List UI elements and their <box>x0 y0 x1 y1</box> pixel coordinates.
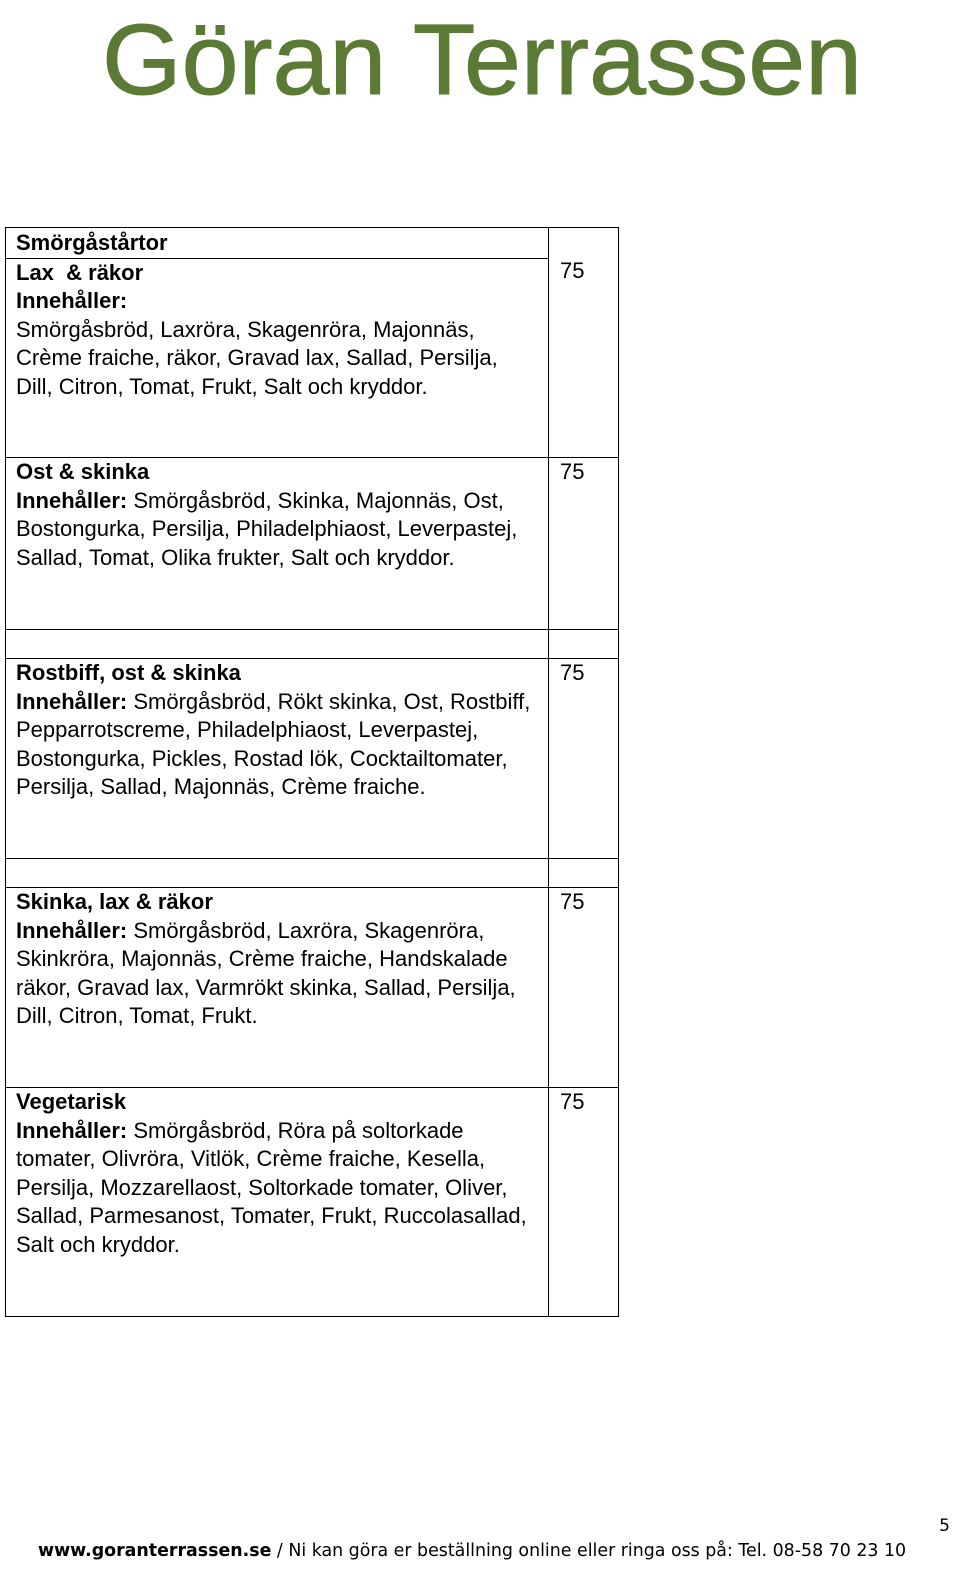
menu-row-2 <box>6 458 619 630</box>
menu-spacer-cell <box>6 630 549 659</box>
menu-item-ingredients: Smörgåsbröd, Laxröra, Skagenröra, Majonnäs, Crème fraiche, räkor, Gravad lax, Sallad, Persilja, Dill, Citron, Tomat, Frukt, Salt och kryddor. <box>16 316 498 399</box>
footer <box>38 1541 933 1561</box>
menu-item-1 <box>6 258 548 402</box>
menu-item-description <box>6 1088 549 1317</box>
menu-spacer-cell <box>549 859 619 888</box>
contains-label: Innehåller: <box>16 1117 128 1143</box>
menu-item-price: 75 <box>560 258 585 283</box>
menu-table <box>5 227 619 1317</box>
menu-spacer-row <box>6 630 619 659</box>
page-number: 5 <box>939 1516 950 1536</box>
menu-row-3 <box>6 659 619 859</box>
menu-item-price: 75 <box>560 889 585 914</box>
menu-row-1 <box>6 228 619 458</box>
menu-item-price-cell <box>549 1088 619 1317</box>
contains-label: Innehåller: <box>16 688 128 714</box>
menu-item-price-cell <box>549 659 619 859</box>
menu-item-price-cell <box>549 228 619 458</box>
menu-item-name: Rostbiff, ost & skinka <box>16 660 241 685</box>
menu-item-description <box>6 458 549 630</box>
menu-item-description <box>6 228 549 458</box>
menu-item-name: Vegetarisk <box>16 1089 127 1114</box>
menu-item-ingredients: Smörgåsbröd, Laxröra, Skagenröra, Skinkröra, Majonnäs, Crème fraiche, Handskalade räkor, Gravad lax, Varmrökt skinka, Sallad, Persilja, Dill, Citron, Tomat, Frukt. <box>16 917 516 1028</box>
menu-spacer-cell <box>6 859 549 888</box>
menu-item-price: 75 <box>560 459 585 484</box>
brand-logo-text: Göran Terrassen <box>102 4 862 110</box>
menu-item-name: Skinka, lax & räkor <box>16 889 213 914</box>
contains-label: Innehåller: <box>16 288 128 313</box>
brand-logo <box>0 0 960 110</box>
menu-row-5 <box>6 1088 619 1317</box>
contains-label: Innehåller: <box>16 917 128 943</box>
section-title: Smörgåstårtor <box>16 230 168 255</box>
menu-item-price-cell <box>549 458 619 630</box>
contains-label: Innehåller: <box>16 487 128 513</box>
footer-text: / Ni kan göra er beställning online eller ringa oss på: Tel. 08-58 70 23 10 <box>271 1541 907 1561</box>
menu-item-ingredients: Smörgåsbröd, Röra på soltorkade tomater, Olivröra, Vitlök, Crème fraiche, Kesella, Persilja, Mozzarellaost, Soltorkade tomater, Oliver, Sallad, Parmesanost, Tomater, Frukt, Ruccolasallad, Salt och kryddor. <box>16 1117 527 1257</box>
menu-item-ingredients: Smörgåsbröd, Rökt skinka, Ost, Rostbiff, Pepparrotscreme, Philadelphiaost, Leverpastej, Bostongurka, Pickles, Rostad lök, Cocktailtomater, Persilja, Sallad, Majonnäs, Crème fraiche. <box>16 688 531 799</box>
menu-row-4 <box>6 888 619 1088</box>
menu-spacer-row <box>6 859 619 888</box>
menu-item-ingredients: Smörgåsbröd, Skinka, Majonnäs, Ost, Bostongurka, Persilja, Philadelphiaost, Leverpastej, Sallad, Tomat, Olika frukter, Salt och kryddor. <box>16 487 518 570</box>
menu-spacer-cell <box>549 630 619 659</box>
menu-item-name: Lax & räkor <box>16 259 144 285</box>
menu-item-description <box>6 888 549 1088</box>
menu-item-name: Ost & skinka <box>16 459 150 484</box>
menu-item-price: 75 <box>560 1089 585 1114</box>
menu-item-price: 75 <box>560 660 585 685</box>
menu-item-description <box>6 659 549 859</box>
menu-item-price-cell <box>549 888 619 1088</box>
footer-website-link[interactable]: www.goranterrassen.se <box>38 1541 272 1561</box>
